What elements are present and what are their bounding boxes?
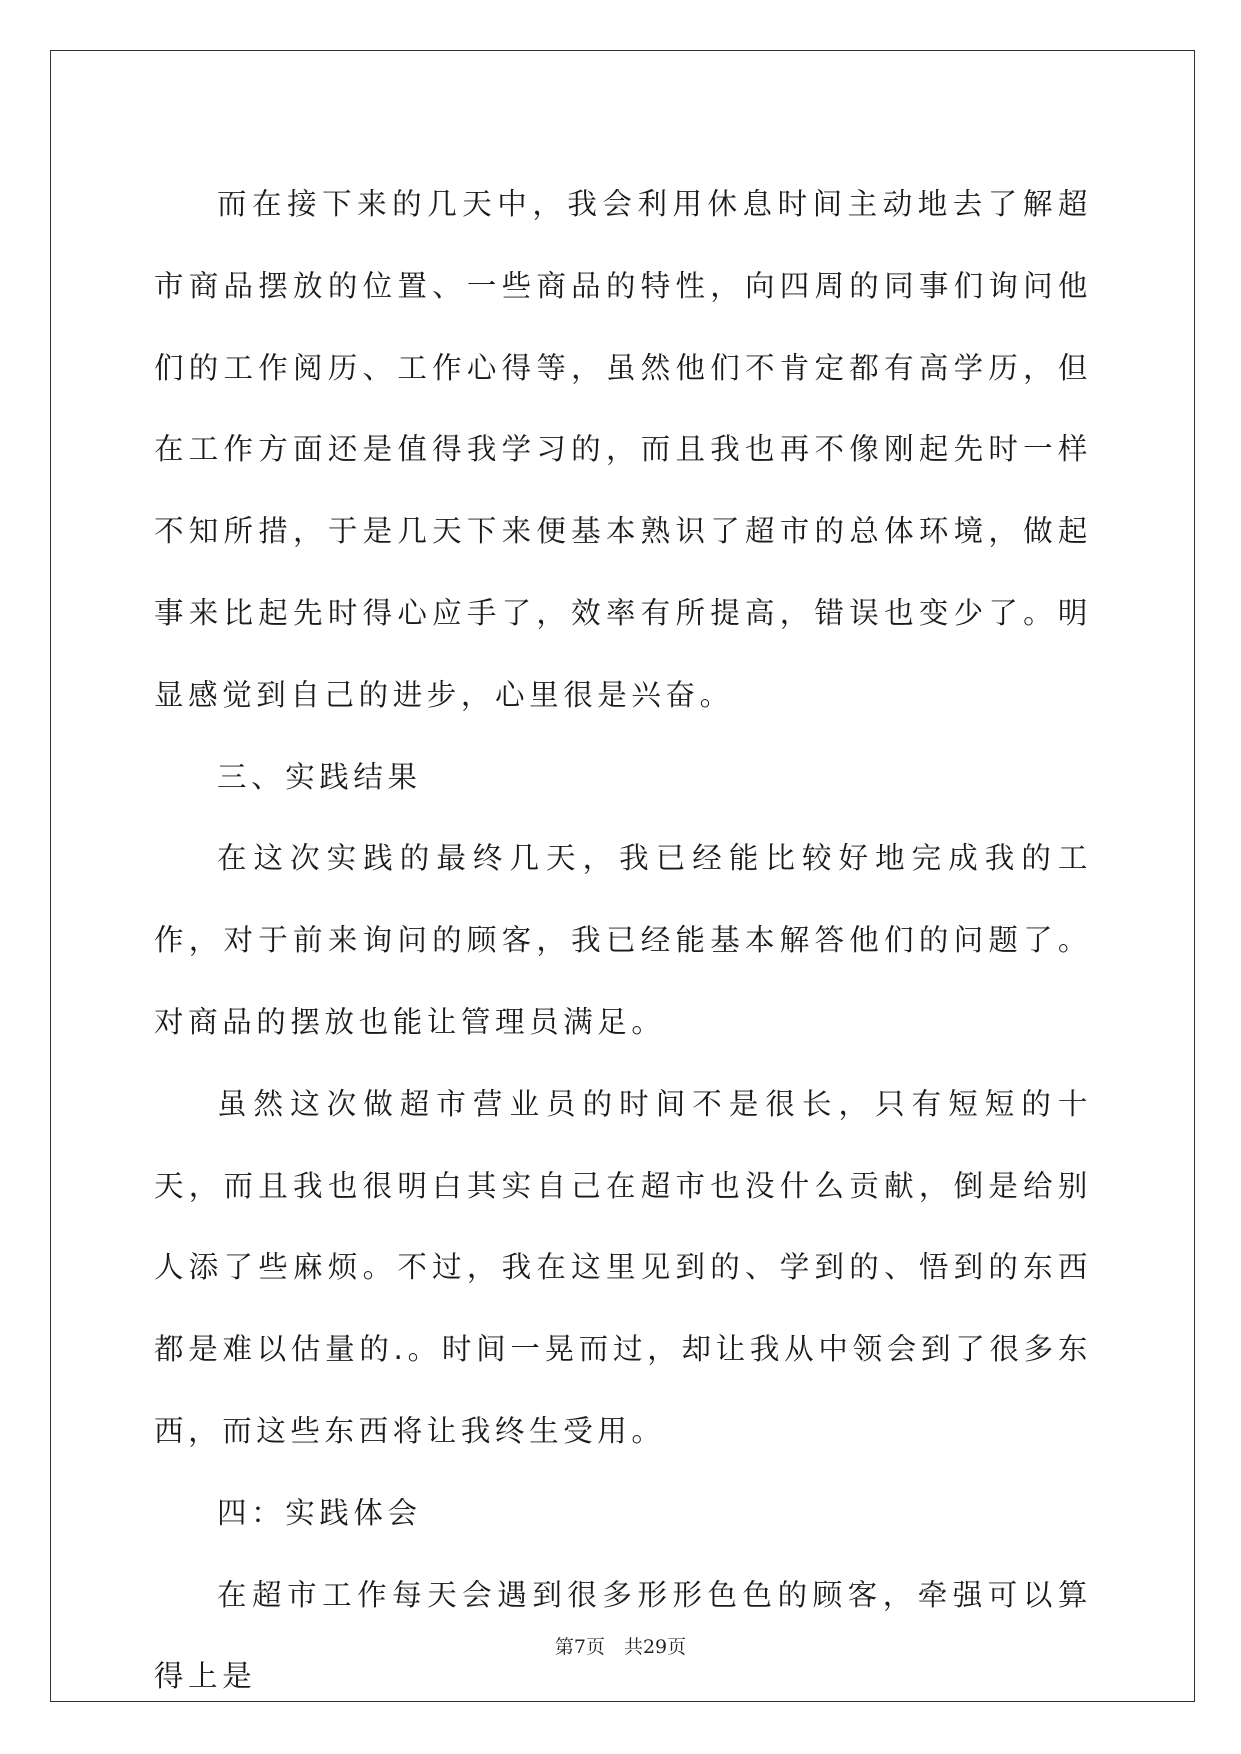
paragraph-2: 在这次实践的最终几天，我已经能比较好地完成我的工作，对于前来询问的顾客，我已经能基本解答他们的问题了。对商品的摆放也能让管理员满足。 (154, 841, 1092, 1039)
paragraph-4: 在超市工作每天会遇到很多形形色色的顾客，牵强可以算得上是 (154, 1577, 1092, 1694)
paragraph-3: 虽然这次做超市营业员的时间不是很长，只有短短的十天，而且我也很明白其实自己在超市也没什么贡献，倒是给别人添了些麻烦。不过，我在这里见到的、学到的、悟到的东西都是难以估量的.。时间一晃而过，却让我从中领会到了很多东西，而这些东西将让我终生受用。 (154, 1086, 1092, 1448)
section-heading-3: 三、实践结果 (217, 759, 422, 794)
paragraph-1: 而在接下来的几天中，我会利用休息时间主动地去了解超市商品摆放的位置、一些商品的特性，向四周的同事们询问他们的工作阅历、工作心得等，虽然他们不肯定都有高学历，但在工作方面还是值得我学习的，而且我也再不像刚起先时一样不知所措，于是几天下来便基本熟识了超市的总体环境，做起事来比起先时得心应手了，效率有所提高，错误也变少了。明显感觉到自己的进步，心里很是兴奋。 (154, 187, 1092, 712)
section-heading-4: 四：实践体会 (217, 1495, 422, 1530)
document-body (154, 164, 1092, 1718)
page-number-footer: 第7页 共29页 (554, 1636, 687, 1658)
